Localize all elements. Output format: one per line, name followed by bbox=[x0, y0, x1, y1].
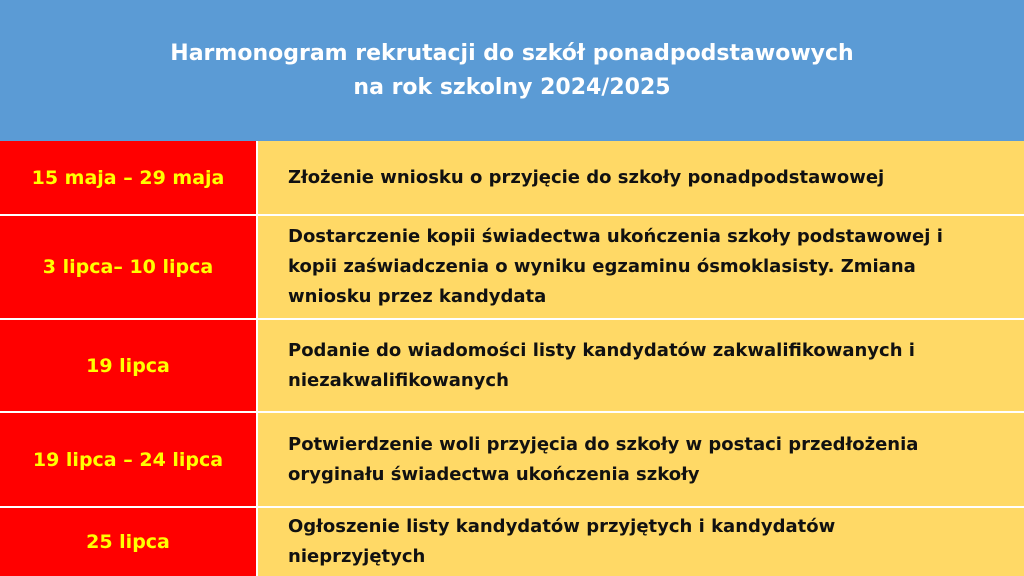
header-banner bbox=[0, 0, 1024, 141]
date-cell: 3 lipca– 10 lipca bbox=[0, 216, 258, 318]
schedule-table bbox=[0, 141, 1024, 576]
title-line-1: Harmonogram rekrutacji do szkół ponadpodstawowych bbox=[170, 40, 854, 66]
description-cell: Potwierdzenie woli przyjęcia do szkoły w postaci przedłożenia oryginału świadectwa ukończenia szkoły bbox=[258, 413, 1024, 506]
table-row bbox=[0, 411, 1024, 506]
date-cell: 15 maja – 29 maja bbox=[0, 141, 258, 214]
description-cell: Dostarczenie kopii świadectwa ukończenia szkoły podstawowej i kopii zaświadczenia o wyniku egzaminu ósmoklasisty. Zmiana wniosku przez kandydata bbox=[258, 216, 1024, 318]
description-cell: Ogłoszenie listy kandydatów przyjętych i kandydatów nieprzyjętych bbox=[258, 508, 1024, 576]
table-row bbox=[0, 141, 1024, 214]
date-cell: 19 lipca – 24 lipca bbox=[0, 413, 258, 506]
description-cell: Podanie do wiadomości listy kandydatów zakwalifikowanych i niezakwalifikowanych bbox=[258, 320, 1024, 411]
table-row bbox=[0, 318, 1024, 411]
date-cell: 19 lipca bbox=[0, 320, 258, 411]
description-cell: Złożenie wniosku o przyjęcie do szkoły ponadpodstawowej bbox=[258, 141, 1024, 214]
table-row bbox=[0, 214, 1024, 318]
table-row bbox=[0, 506, 1024, 576]
title-line-2: na rok szkolny 2024/2025 bbox=[353, 74, 671, 100]
date-cell: 25 lipca bbox=[0, 508, 258, 576]
